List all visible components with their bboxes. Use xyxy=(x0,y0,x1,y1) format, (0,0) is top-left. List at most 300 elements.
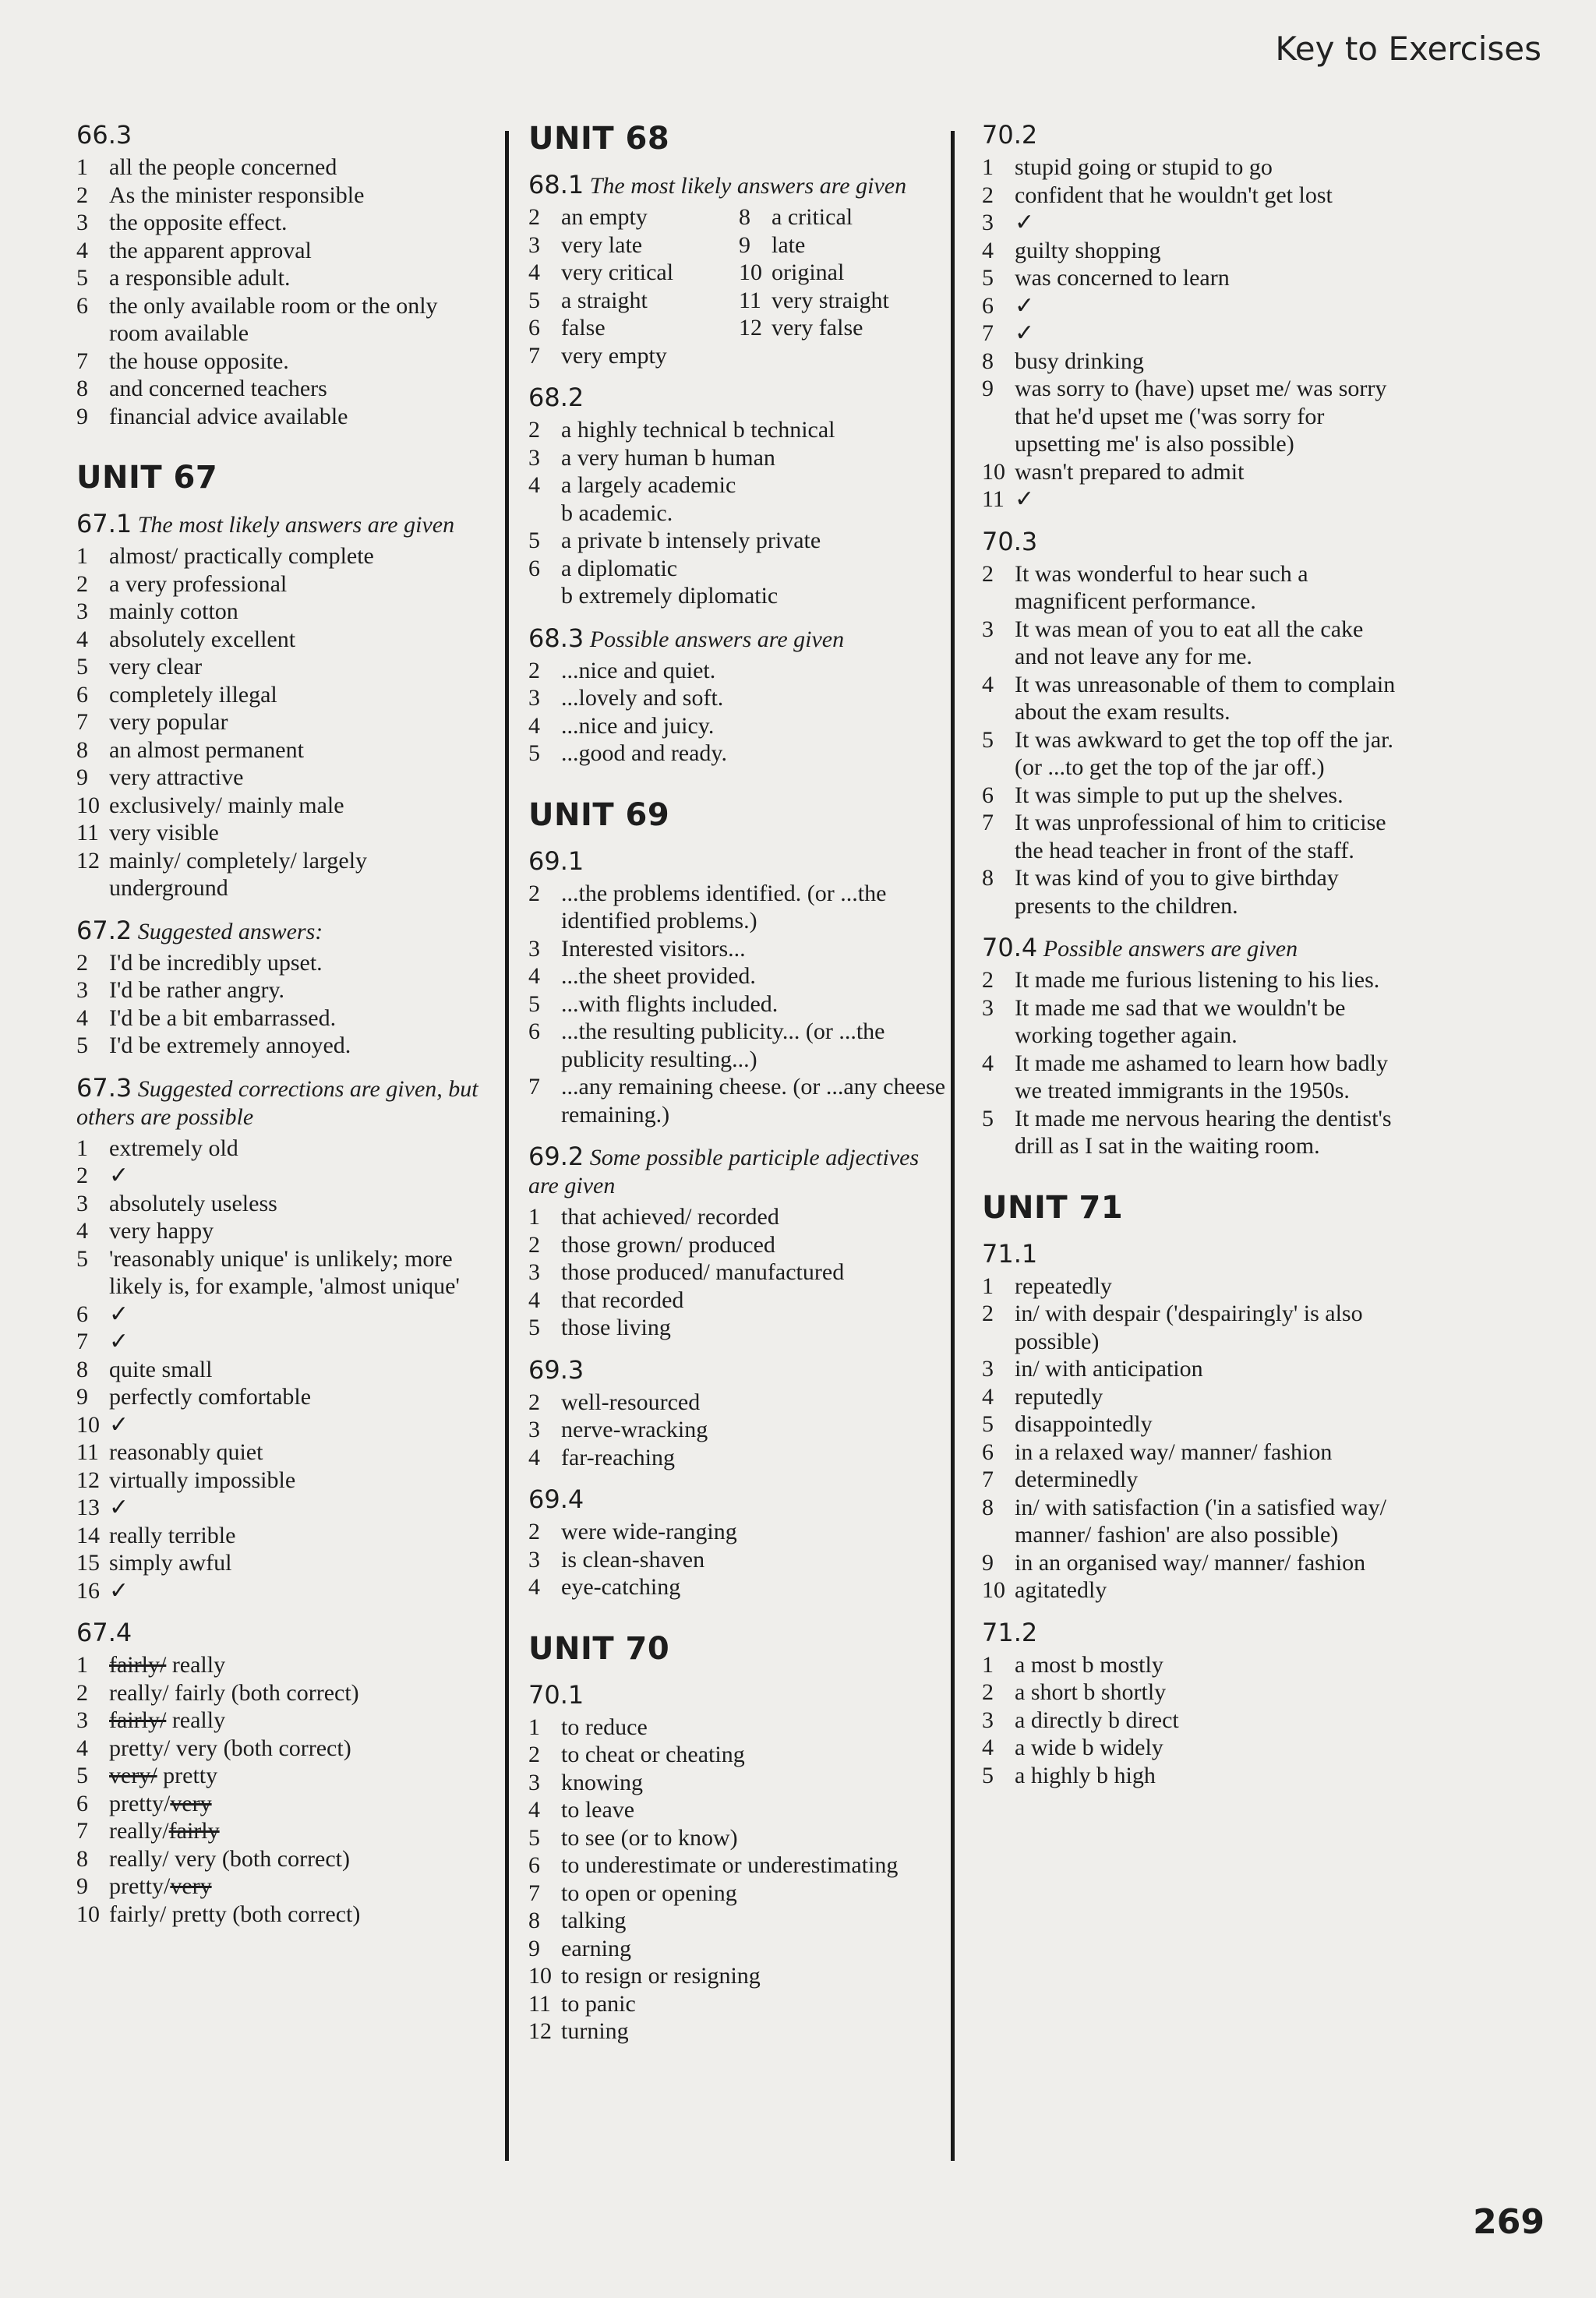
exercise-instruction: Some possible participle adjectives are given xyxy=(528,1145,920,1198)
answer-item xyxy=(982,458,1403,486)
answer-text: ✓ xyxy=(1015,320,1035,346)
answer-text: It made me ashamed to learn how badly we treated immigrants in the 1950s. xyxy=(1015,1050,1389,1103)
answer-item xyxy=(982,237,1403,265)
answer-item xyxy=(528,1203,949,1231)
exercise-number: 66.3 xyxy=(76,120,132,150)
answer-item xyxy=(982,182,1403,210)
answer-item xyxy=(76,1735,482,1763)
answer-text: 'reasonably unique' is unlikely; more likely is, for example, 'almost unique' xyxy=(109,1245,460,1299)
exercise-number: 71.2 xyxy=(982,1617,1038,1647)
answer-item xyxy=(76,1522,482,1550)
answer-text: to leave xyxy=(561,1797,635,1823)
answer-number: 16 xyxy=(76,1577,100,1604)
answer-item xyxy=(76,736,482,764)
answer-item xyxy=(76,1679,482,1707)
answer-text: a diplomatic xyxy=(561,555,678,581)
answer-number: 7 xyxy=(528,1880,540,1906)
answer-item xyxy=(982,1355,1403,1383)
answer-text: a largely academic xyxy=(561,472,736,498)
answer-number: 4 xyxy=(982,1383,994,1410)
answer-number: 9 xyxy=(739,231,750,258)
answer-text: is clean-shaven xyxy=(561,1546,705,1573)
answer-item xyxy=(76,1356,482,1384)
answer-item xyxy=(528,2017,949,2046)
answer-number: 5 xyxy=(528,1315,540,1340)
exercise-number: 68.3 xyxy=(528,623,584,653)
answer-number: 10 xyxy=(739,259,762,285)
answer-number: 4 xyxy=(982,1050,994,1076)
correct-word: really xyxy=(166,1707,226,1733)
answer-number: 8 xyxy=(528,1908,540,1933)
answer-item xyxy=(76,1845,482,1873)
answer-item xyxy=(76,1873,482,1901)
column-2 xyxy=(528,121,949,2046)
answer-number: 4 xyxy=(76,1218,88,1244)
answer-text: to open or opening xyxy=(561,1880,737,1906)
answer-text: ✓ xyxy=(109,1495,129,1520)
exercise-instruction: Suggested corrections are given, but others are possible xyxy=(76,1075,478,1130)
answer-item xyxy=(76,403,482,431)
answer-number: 5 xyxy=(76,1763,88,1788)
answer-number: 10 xyxy=(982,458,1005,485)
unit-heading: UNIT 68 xyxy=(528,121,670,157)
answer-number: 3 xyxy=(982,994,994,1021)
answer-item xyxy=(982,1707,1403,1735)
exercise-number: 71.1 xyxy=(982,1238,1038,1269)
answer-text: well-resourced xyxy=(561,1389,701,1415)
crossed-out-word: fairly/ xyxy=(109,1707,167,1733)
answer-number: 4 xyxy=(76,626,88,652)
answer-text: ...nice and quiet. xyxy=(561,657,716,683)
answer-item xyxy=(528,1018,949,1073)
answer-item xyxy=(528,499,949,528)
answer-number: 6 xyxy=(76,292,88,319)
answer-text: ...good and ready. xyxy=(561,740,727,766)
answer-text: that recorded xyxy=(561,1287,684,1313)
answer-text: b academic. xyxy=(561,499,673,526)
answer-number: 8 xyxy=(982,1494,994,1520)
answer-item xyxy=(76,1651,482,1679)
answer-number: 9 xyxy=(76,1873,88,1899)
answer-text: ...with flights included. xyxy=(561,990,779,1017)
answer-text: those produced/ manufactured xyxy=(561,1259,845,1285)
answer-number: 3 xyxy=(528,685,540,711)
answer-item xyxy=(528,1824,949,1852)
answer-text: in an organised way/ manner/ fashion xyxy=(1015,1549,1366,1576)
answer-text: earning xyxy=(561,1935,631,1961)
answer-row xyxy=(528,259,949,287)
exercise-number: 69.1 xyxy=(528,845,584,876)
answer-text: those grown/ produced xyxy=(561,1231,775,1258)
answer-number: 2 xyxy=(76,182,88,208)
answer-text: It made me nervous hearing the dentist's drill as I sat in the waiting room. xyxy=(1015,1105,1392,1159)
answer-number: 2 xyxy=(982,967,994,993)
answer-number: 3 xyxy=(76,1707,88,1733)
answer-number: 6 xyxy=(528,1018,540,1044)
answer-number: 1 xyxy=(76,543,88,569)
answer-text: confident that he wouldn't get lost xyxy=(1015,182,1333,208)
exercise-number: 69.4 xyxy=(528,1484,584,1514)
unit-heading: UNIT 71 xyxy=(982,1189,1124,1226)
answer-text: those living xyxy=(561,1315,671,1340)
answer-number: 7 xyxy=(76,1818,88,1844)
answer-item xyxy=(982,1273,1403,1301)
exercise-heading xyxy=(76,121,482,150)
answer-number: 4 xyxy=(76,1735,88,1761)
answer-number: 4 xyxy=(982,671,994,697)
answer-text: absolutely useless xyxy=(109,1190,277,1216)
answer-item xyxy=(982,809,1403,864)
answer-item xyxy=(982,292,1403,320)
answer-item xyxy=(739,314,949,342)
answer-text: It made me furious listening to his lies. xyxy=(1015,967,1380,993)
answer-number: 6 xyxy=(76,681,88,708)
answer-text: ✓ xyxy=(1015,292,1035,319)
answer-text: virtually impossible xyxy=(109,1467,296,1493)
answer-item xyxy=(528,203,739,231)
answer-item xyxy=(528,1880,949,1908)
exercise-number: 67.1 xyxy=(76,509,132,538)
answer-number: 8 xyxy=(76,736,88,763)
answer-number: 2 xyxy=(528,204,540,230)
answer-number: 2 xyxy=(528,417,540,443)
answer-number: 11 xyxy=(739,287,761,313)
answer-number: 5 xyxy=(528,528,540,553)
answer-item xyxy=(76,792,482,820)
exercise-heading xyxy=(982,528,1403,557)
unit-heading: UNIT 67 xyxy=(76,460,218,496)
answer-item xyxy=(528,259,739,287)
answer-item xyxy=(76,1762,482,1790)
exercise-instruction: Possible answers are given xyxy=(1043,936,1298,962)
answer-item xyxy=(76,182,482,210)
answer-number: 8 xyxy=(739,204,750,230)
correct-word: pretty xyxy=(157,1763,218,1788)
answer-text: a highly technical b technical xyxy=(561,417,835,443)
exercise-number: 69.3 xyxy=(528,1354,584,1385)
answer-number: 1 xyxy=(76,154,88,180)
answer-text: ...nice and juicy. xyxy=(561,712,715,739)
answer-text xyxy=(109,1707,482,1735)
crossed-out-word: very xyxy=(170,1873,212,1899)
answer-item xyxy=(739,203,949,231)
answer-text: the house opposite. xyxy=(109,348,289,374)
answer-text: very attractive xyxy=(109,764,244,790)
answer-number: 10 xyxy=(76,1411,100,1438)
answer-item xyxy=(739,287,949,315)
answer-text: ✓ xyxy=(109,1577,129,1604)
answer-item xyxy=(739,231,949,259)
answer-item xyxy=(528,1546,949,1574)
answer-text: ...any remaining cheese. (or ...any cheese remaining.) xyxy=(561,1074,946,1128)
answer-text: very straight xyxy=(772,287,889,313)
answer-text: a most b mostly xyxy=(1015,1651,1163,1678)
answer-number: 12 xyxy=(76,1467,100,1493)
answer-item xyxy=(76,1790,482,1818)
answer-number: 2 xyxy=(528,657,540,683)
exercise-number: 68.2 xyxy=(528,383,584,412)
answer-text: original xyxy=(772,259,845,285)
column-divider-right xyxy=(951,131,955,2161)
answer-number: 3 xyxy=(982,616,994,642)
answer-item xyxy=(76,209,482,237)
answer-number: 2 xyxy=(528,1742,540,1767)
answer-text: in/ with anticipation xyxy=(1015,1356,1203,1382)
answer-item xyxy=(528,582,949,610)
answer-text: a very professional xyxy=(109,570,288,597)
answer-number: 3 xyxy=(528,1769,540,1795)
answer-number: 14 xyxy=(76,1522,100,1548)
answer-text: in/ with despair ('despairingly' is also possible) xyxy=(1015,1301,1363,1354)
answer-text: an almost permanent xyxy=(109,736,304,763)
exercise-instruction: The most likely answers are given xyxy=(589,173,907,199)
answer-item xyxy=(528,1444,949,1472)
exercise-heading xyxy=(982,121,1403,150)
answer-text: guilty shopping xyxy=(1015,237,1161,263)
answer-number: 9 xyxy=(982,1549,994,1576)
answer-item xyxy=(528,1518,949,1546)
answer-item xyxy=(528,1796,949,1824)
answer-number: 4 xyxy=(528,963,540,989)
answer-item xyxy=(982,264,1403,292)
answer-text: stupid going or stupid to go xyxy=(1015,154,1273,180)
answer-item xyxy=(76,1707,482,1735)
answer-text: very late xyxy=(561,231,643,258)
answer-number xyxy=(528,499,561,528)
exercise-heading xyxy=(528,624,949,654)
unit-heading: UNIT 69 xyxy=(528,796,670,833)
answer-text xyxy=(109,1817,482,1845)
answer-number: 3 xyxy=(982,210,994,235)
answer-item xyxy=(76,1162,482,1190)
answer-item xyxy=(982,616,1403,671)
answer-text: an empty xyxy=(561,204,648,230)
answer-text: ✓ xyxy=(109,1329,129,1354)
answer-number: 7 xyxy=(528,1074,540,1100)
answer-text: completely illegal xyxy=(109,681,277,708)
answer-text: I'd be extremely annoyed. xyxy=(109,1033,351,1058)
answer-item xyxy=(528,444,949,472)
answer-text: the opposite effect. xyxy=(109,210,288,235)
answer-number: 8 xyxy=(76,1845,88,1872)
answer-number: 2 xyxy=(76,949,88,976)
answer-item xyxy=(528,1314,949,1342)
answer-text: a private b intensely private xyxy=(561,528,821,553)
answer-text: very empty xyxy=(561,342,667,369)
answer-text: It was simple to put up the shelves. xyxy=(1015,782,1344,808)
answer-text: was sorry to (have) upset me/ was sorry that he'd upset me ('was sorry for upsetting me' is also possible) xyxy=(1015,376,1387,457)
answer-number: 3 xyxy=(528,1417,540,1442)
answer-number: 3 xyxy=(982,1356,994,1382)
answer-number: 7 xyxy=(982,810,994,835)
answer-text xyxy=(109,1651,482,1679)
answer-item xyxy=(528,1389,949,1417)
answer-number: 5 xyxy=(528,740,540,766)
answer-number: 5 xyxy=(76,1033,88,1058)
exercise-heading xyxy=(76,1074,482,1131)
answer-text: really/ very (both correct) xyxy=(109,1845,351,1872)
answer-number: 9 xyxy=(76,1384,88,1410)
answer-item xyxy=(76,1245,482,1301)
answer-number: 2 xyxy=(528,1231,540,1258)
answer-text: ✓ xyxy=(1015,210,1035,235)
exercise-heading xyxy=(528,1681,949,1710)
answer-text: talking xyxy=(561,1908,627,1933)
answer-number: 2 xyxy=(528,1519,540,1544)
answer-text: turning xyxy=(561,2018,629,2044)
answer-text: a very human b human xyxy=(561,444,775,471)
answer-text: It was mean of you to eat all the cake and not leave any for me. xyxy=(1015,616,1364,669)
answer-item xyxy=(76,653,482,681)
exercise-heading xyxy=(982,934,1403,963)
answer-number: 3 xyxy=(528,1546,540,1573)
answer-number: 2 xyxy=(76,1163,88,1188)
answer-text: a short b shortly xyxy=(1015,1679,1167,1705)
answer-item xyxy=(528,935,949,963)
answer-number: 3 xyxy=(76,210,88,235)
exercise-number: 67.2 xyxy=(76,915,132,945)
answer-item xyxy=(982,1678,1403,1707)
answer-text: very popular xyxy=(109,709,228,735)
answer-item xyxy=(76,1301,482,1329)
answer-text: in/ with satisfaction ('in a satisfied way/ manner/ fashion' are also possible) xyxy=(1015,1494,1386,1548)
answer-item xyxy=(528,1714,949,1742)
answer-item xyxy=(76,1494,482,1522)
answer-number: 9 xyxy=(76,403,88,429)
answer-item xyxy=(528,1287,949,1315)
answer-text: reputedly xyxy=(1015,1383,1103,1410)
exercise-number: 70.1 xyxy=(528,1679,584,1710)
answer-item xyxy=(528,990,949,1018)
answer-text: a critical xyxy=(772,204,853,230)
answer-item xyxy=(982,966,1403,994)
answer-item xyxy=(76,154,482,182)
answer-text: a directly b direct xyxy=(1015,1707,1179,1733)
answer-item xyxy=(76,1135,482,1163)
answer-text: false xyxy=(561,315,606,341)
answer-number: 7 xyxy=(76,348,88,374)
answer-number: 11 xyxy=(528,1990,551,2017)
exercise-heading xyxy=(528,1142,949,1200)
answer-item xyxy=(528,880,949,935)
answer-number: 5 xyxy=(528,1824,540,1851)
answer-text: mainly cotton xyxy=(109,598,238,624)
page-header: Key to Exercises xyxy=(1275,30,1541,68)
answer-text: really/ fairly (both correct) xyxy=(109,1679,359,1706)
crossed-out-word: fairly xyxy=(168,1818,220,1844)
answer-number: 1 xyxy=(76,1135,88,1161)
answer-text: fairly/ pretty (both correct) xyxy=(109,1901,361,1927)
answer-item xyxy=(528,1416,949,1444)
answer-number: 6 xyxy=(76,1301,88,1327)
answer-number: 3 xyxy=(76,598,88,624)
answer-number: 4 xyxy=(528,712,540,739)
answer-item xyxy=(76,1190,482,1218)
answer-text: pretty/ very (both correct) xyxy=(109,1735,351,1761)
answer-item xyxy=(76,1901,482,1929)
answer-text: very happy xyxy=(109,1218,214,1244)
answer-item xyxy=(982,154,1403,182)
exercise-heading xyxy=(528,1356,949,1386)
answer-item xyxy=(982,864,1403,920)
answer-number: 7 xyxy=(528,342,540,369)
answer-text: the apparent approval xyxy=(109,237,312,263)
answer-item xyxy=(982,319,1403,348)
answer-item xyxy=(528,1573,949,1601)
exercise-heading xyxy=(528,1485,949,1515)
answer-number: 5 xyxy=(76,265,88,291)
answer-text: financial advice available xyxy=(109,403,348,429)
answer-text: nerve-wracking xyxy=(561,1417,708,1442)
answer-item xyxy=(528,342,949,370)
answer-row xyxy=(528,287,949,315)
answer-item xyxy=(76,764,482,792)
answer-number: 7 xyxy=(76,709,88,735)
answer-number: 10 xyxy=(528,1963,552,1989)
answer-item xyxy=(528,962,949,990)
column-1 xyxy=(76,121,482,1928)
answer-item xyxy=(528,1962,949,1990)
answer-text: I'd be incredibly upset. xyxy=(109,949,323,976)
answer-number: 6 xyxy=(528,315,540,341)
answer-number: 4 xyxy=(528,1444,540,1470)
answer-number: 15 xyxy=(76,1550,100,1576)
answer-number: 5 xyxy=(982,1411,994,1437)
answer-item xyxy=(982,994,1403,1050)
answer-item xyxy=(76,1549,482,1577)
answer-item xyxy=(528,1990,949,2018)
answer-text: busy drinking xyxy=(1015,348,1144,374)
answer-number: 6 xyxy=(528,555,540,581)
unit-heading: UNIT 70 xyxy=(528,1630,670,1667)
answer-text: ...lovely and soft. xyxy=(561,685,724,711)
exercise-heading xyxy=(982,1240,1403,1269)
exercise-instruction: Possible answers are given xyxy=(589,626,845,652)
exercise-number: 67.4 xyxy=(76,1618,132,1647)
answer-item xyxy=(76,292,482,348)
answer-item xyxy=(528,1073,949,1128)
answer-number: 1 xyxy=(76,1652,88,1678)
answer-text: to panic xyxy=(561,1990,636,2017)
answer-item xyxy=(982,1651,1403,1679)
answer-item xyxy=(528,657,949,685)
exercise-number: 67.3 xyxy=(76,1072,132,1103)
answer-text: perfectly comfortable xyxy=(109,1384,312,1410)
answer-number: 3 xyxy=(76,1190,88,1216)
answer-number: 11 xyxy=(76,820,99,845)
answer-item xyxy=(528,712,949,740)
answer-text: ✓ xyxy=(109,1411,129,1438)
answer-item xyxy=(528,1907,949,1935)
answer-number: 12 xyxy=(739,315,762,341)
answer-text: were wide-ranging xyxy=(561,1519,737,1544)
answer-item xyxy=(76,1004,482,1033)
answer-text: It was unreasonable of them to complain about the exam results. xyxy=(1015,671,1396,725)
answer-number: 6 xyxy=(982,1438,994,1465)
answer-text: It made me sad that we wouldn't be working together again. xyxy=(1015,994,1346,1048)
answer-text: very clear xyxy=(109,654,203,680)
answer-item xyxy=(528,1258,949,1287)
answer-number: 6 xyxy=(982,782,994,808)
answer-number: 4 xyxy=(982,1735,994,1760)
answer-text: that achieved/ recorded xyxy=(561,1204,779,1230)
answer-item xyxy=(982,1410,1403,1438)
answer-text: a responsible adult. xyxy=(109,265,291,291)
exercise-heading xyxy=(76,916,482,946)
answer-number: 6 xyxy=(528,1852,540,1878)
answer-text: quite small xyxy=(109,1356,213,1382)
answer-text: It was kind of you to give birthday presents to the children. xyxy=(1015,865,1339,919)
